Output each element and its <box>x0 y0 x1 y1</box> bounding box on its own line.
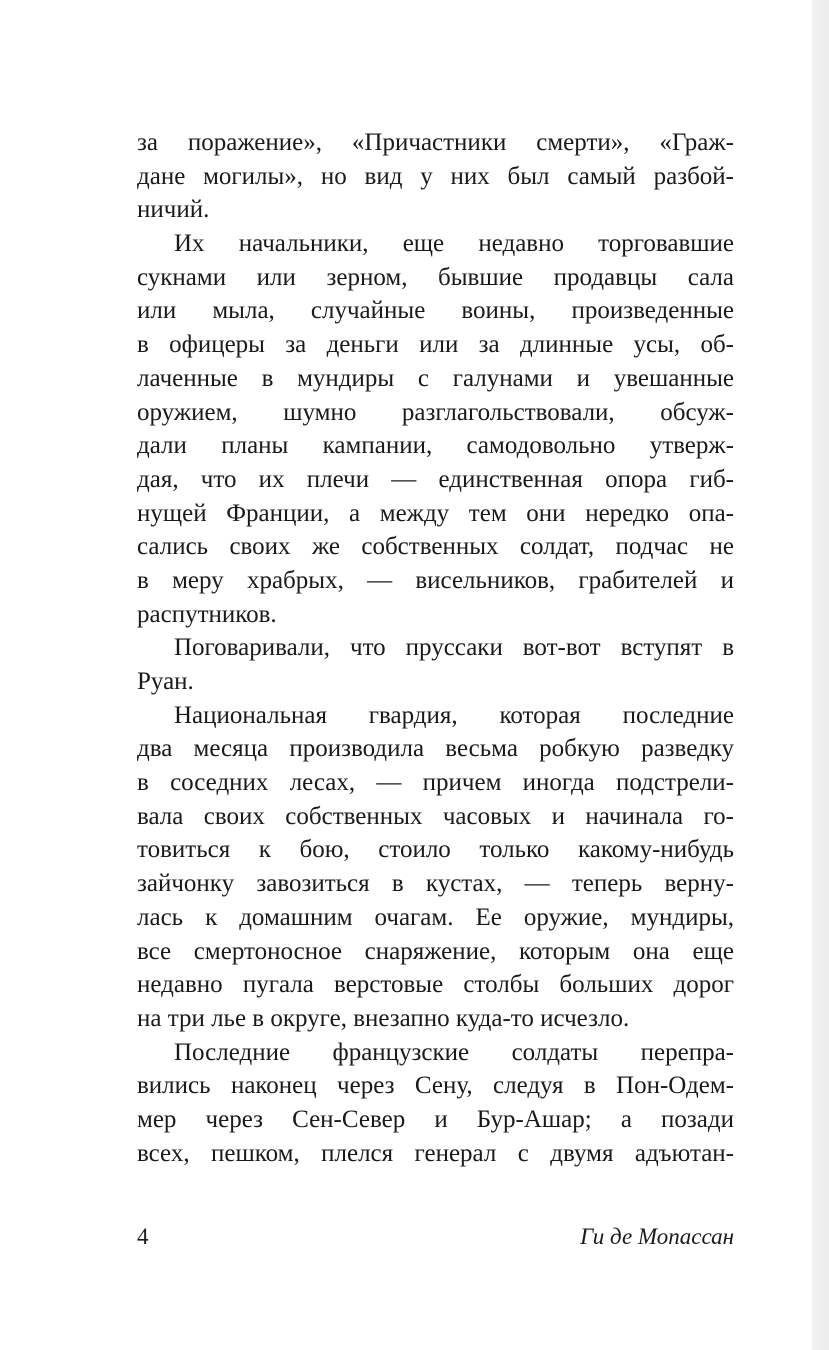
text-line: Поговаривали, что пруссаки вот-вот вступят в <box>174 634 734 662</box>
page-number: 4 <box>137 1224 149 1249</box>
text-line: на три лье в округе, внезапно куда-то исчезло. <box>137 1004 630 1032</box>
text-line: сались своих же собственных солдат, подчас не <box>137 533 734 561</box>
text-line: лаченные в мундиры с галунами и увешанные <box>137 364 734 392</box>
text-line: вились наконец через Сену, следуя в Пон-Одем- <box>137 1072 734 1100</box>
text-line: товиться к бою, стоило только какому-нибудь <box>137 836 734 864</box>
text-line: зайчонку завозиться в кустах, — теперь верну- <box>137 870 734 898</box>
text-line: дая, что их плечи — единственная опора гиб- <box>137 465 734 493</box>
body-text <box>137 126 734 1170</box>
text-line: дали планы кампании, самодовольно утверж- <box>137 432 734 460</box>
text-line: лась к домашним очагам. Ее оружие, мундиры, <box>137 903 734 931</box>
text-line: сукнами или зерном, бывшие продавцы сала <box>137 263 734 291</box>
text-line: Руан. <box>137 668 194 695</box>
text-line: оружием, шумно разглагольствовали, обсуж- <box>137 398 734 426</box>
text-line: вала своих собственных часовых и начинала го- <box>137 802 734 830</box>
page-footer <box>137 1220 734 1254</box>
text-line: все смертоносное снаряжение, которым она еще <box>137 937 734 965</box>
text-line: всех, пешком, плелся генерал с двумя адъютан- <box>137 1139 734 1167</box>
running-author: Ги де Мопассан <box>580 1224 734 1249</box>
page-edge <box>812 0 829 1350</box>
text-line: в соседних лесах, — причем иногда подстрели- <box>137 769 734 797</box>
text-line: недавно пугала верстовые столбы больших дорог <box>137 971 734 999</box>
text-line: распутников. <box>137 600 277 628</box>
text-line: дане могилы», но вид у них был самый разбой- <box>137 162 734 190</box>
text-line: или мыла, случайные воины, произведенные <box>137 297 734 325</box>
text-line: нущей Франции, а между тем они нередко опа- <box>137 499 734 527</box>
text-line: два месяца производила весьма робкую разведку <box>137 735 734 763</box>
text-line: ничий. <box>137 196 210 224</box>
text-line: Их начальники, еще недавно торговавшие <box>174 230 734 258</box>
text-line: Национальная гвардия, которая последние <box>174 701 734 729</box>
text-line: в офицеры за деньги или за длинные усы, об- <box>137 331 734 359</box>
text-line: мер через Сен-Север и Бур-Ашар; а позади <box>137 1105 734 1133</box>
text-line: в меру храбрых, — висельников, грабителей и <box>137 566 734 594</box>
text-line: за поражение», «Причастники смерти», «Граж- <box>137 129 734 156</box>
text-line: Последние французские солдаты перепра- <box>174 1038 734 1066</box>
